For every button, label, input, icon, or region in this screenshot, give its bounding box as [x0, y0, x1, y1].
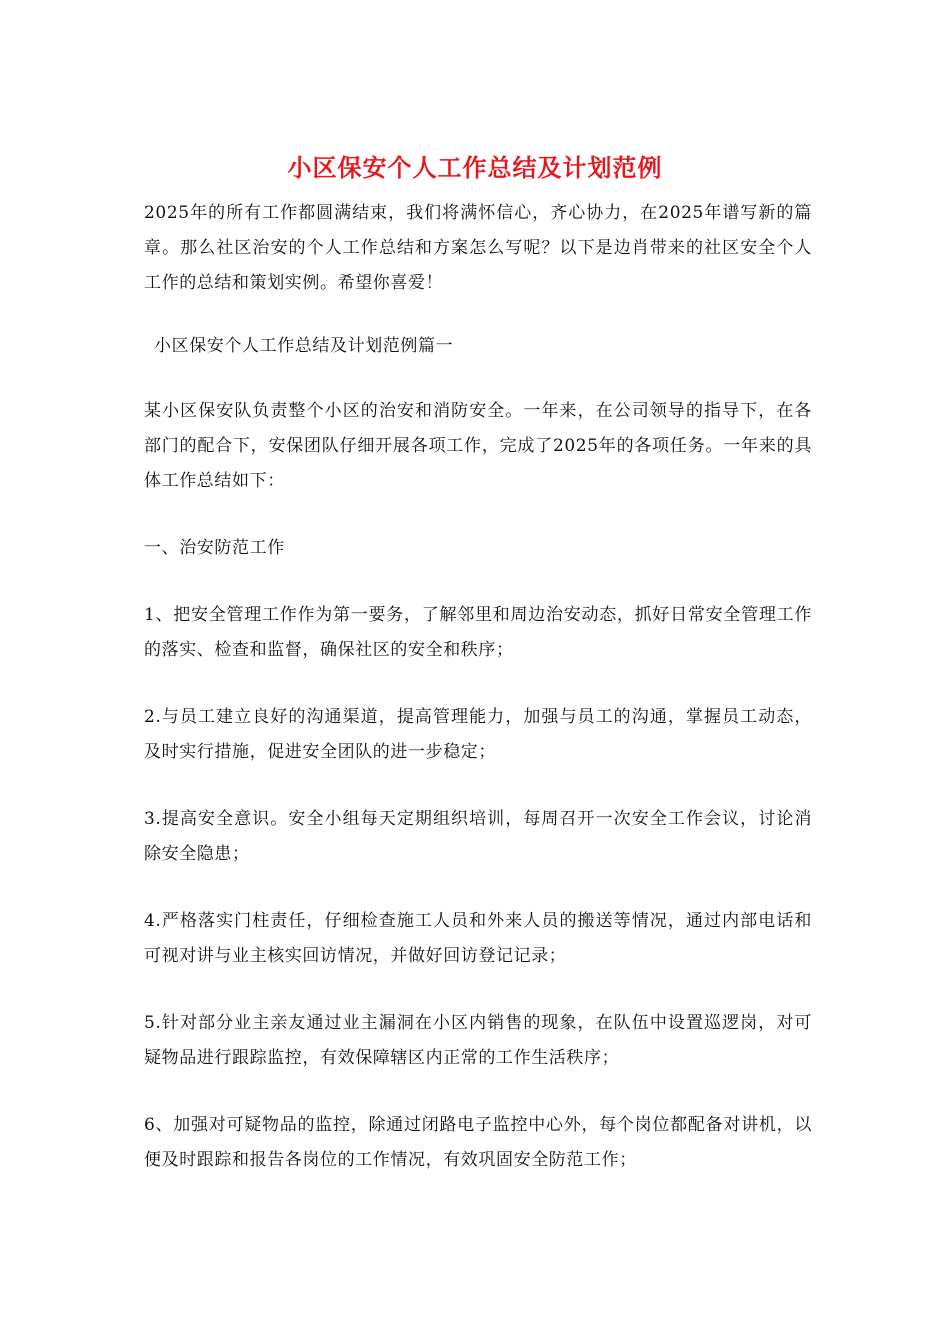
list-item: 5.针对部分业主亲友通过业主漏洞在小区内销售的现象，在队伍中设置巡逻岗，对可疑物品进行跟踪监控，有效保障辖区内正常的工作生活秩序；	[144, 1013, 812, 1068]
list-item: 6、加强对可疑物品的监控，除通过闭路电子监控中心外，每个岗位都配备对讲机，以便及时跟踪和报告各岗位的工作情况，有效巩固安全防范工作；	[144, 1115, 812, 1170]
list-item: 4.严格落实门柱责任，仔细检查施工人员和外来人员的搬送等情况，通过内部电话和可视对讲与业主核实回访情况，并做好回访登记记录；	[144, 911, 812, 966]
list-item: 2.与员工建立良好的沟通渠道，提高管理能力，加强与员工的沟通，掌握员工动态，及时实行措施，促进安全团队的进一步稳定；	[144, 707, 812, 762]
list-item: 1、把安全管理工作作为第一要务，了解邻里和周边治安动态，抓好日常安全管理工作的落实、检查和监督，确保社区的安全和秩序；	[144, 605, 812, 660]
intro-paragraph: 2025年的所有工作都圆满结束，我们将满怀信心，齐心协力，在2025年谱写新的篇章。那么社区治安的个人工作总结和方案怎么写呢？以下是边肖带来的社区安全个人工作的总结和策划实例。希望你喜爱！	[144, 203, 812, 293]
subheading: 小区保安个人工作总结及计划范例篇一	[154, 336, 454, 356]
section-heading: 一、治安防范工作	[144, 538, 285, 558]
document-title: 小区保安个人工作总结及计划范例	[287, 153, 663, 182]
overview-paragraph: 某小区保安队负责整个小区的治安和消防安全。一年来，在公司领导的指导下，在各部门的配合下，安保团队仔细开展各项工作，完成了2025年的各项任务。一年来的具体工作总结如下：	[144, 401, 812, 491]
document-body	[144, 196, 812, 1210]
list-item: 3.提高安全意识。安全小组每天定期组织培训，每周召开一次安全工作会议，讨论消除安全隐患；	[144, 809, 812, 864]
